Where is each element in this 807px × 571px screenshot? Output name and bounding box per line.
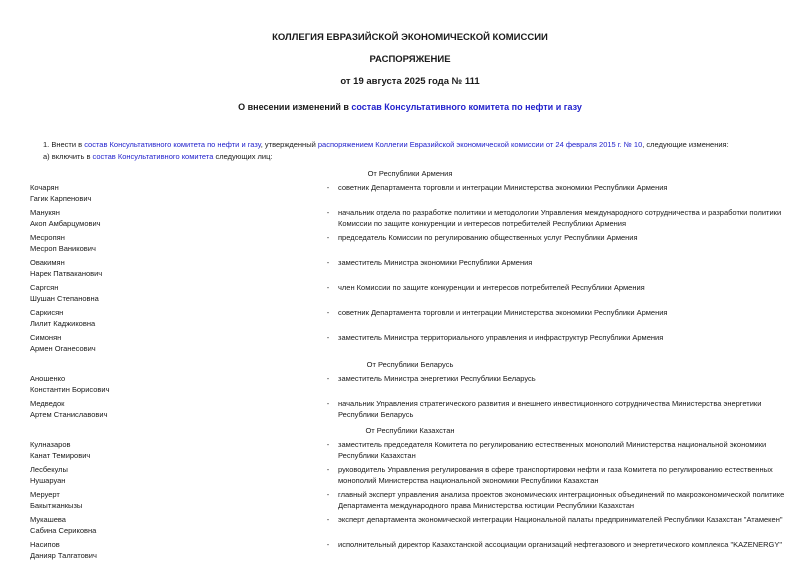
- member-surname: Мукашева: [30, 515, 66, 524]
- member-surname: Медведок: [30, 399, 65, 408]
- member-position: советник Департамента торговли и интеграции Министерства экономики Республики Армения: [338, 183, 668, 192]
- member-position: заместитель Министра территориального управления и инфраструктур Республики Армения: [338, 333, 664, 342]
- doc-date: от 19 августа 2025 года № 111: [340, 76, 480, 87]
- member-firstname: Данияр Талгатович: [30, 550, 97, 560]
- member-surname: Насипов: [30, 540, 60, 549]
- intro-block: [30, 139, 790, 163]
- member-firstname: Шушан Степановна: [30, 293, 99, 303]
- member-row: [30, 465, 790, 486]
- dash-separator: -: [326, 540, 330, 549]
- member-name: [30, 515, 318, 536]
- dash-separator: -: [326, 183, 330, 192]
- doc-title-link[interactable]: состав Консультативного комитета по нефти и газу: [351, 102, 582, 112]
- country-section: [30, 359, 790, 420]
- member-position: руководитель Управления регулирования в сфере транспортировки нефти и газа Комитета по регулированию естественных монополий Министерства национальной экономики Республики Казахстан: [338, 465, 773, 485]
- member-row: [30, 440, 790, 461]
- member-row: [30, 208, 790, 229]
- member-surname: Аношенко: [30, 374, 66, 383]
- member-row: [30, 374, 790, 395]
- member-firstname: Константин Борисович: [30, 384, 110, 394]
- member-name: [30, 233, 318, 254]
- member-name: [30, 183, 318, 204]
- member-row: [30, 308, 790, 329]
- member-surname: Манукян: [30, 208, 60, 217]
- member-surname: Лесбекулы: [30, 465, 68, 474]
- org-name: КОЛЛЕГИЯ ЕВРАЗИЙСКОЙ ЭКОНОМИЧЕСКОЙ КОМИССИИ: [272, 32, 548, 43]
- member-row: [30, 399, 790, 420]
- section-rows: [30, 374, 790, 420]
- member-firstname: Гагик Карпенович: [30, 193, 92, 203]
- member-surname: Саркисян: [30, 308, 64, 317]
- member-firstname: Армен Оганесович: [30, 343, 96, 353]
- member-name: [30, 283, 318, 304]
- dash-separator: -: [326, 283, 330, 292]
- member-row: [30, 490, 790, 511]
- member-position: заместитель Министра экономики Республики Армения: [338, 258, 533, 267]
- paragraph-2: [30, 151, 790, 163]
- member-surname: Меруерт: [30, 490, 60, 499]
- country-section: [30, 425, 790, 561]
- member-firstname: Акоп Амбарцумович: [30, 218, 101, 228]
- member-firstname: Бакытжанкызы: [30, 500, 83, 510]
- member-position: эксперт департамента экономической интеграции Национальной палаты предпринимателей Республики Казахстан "Атамекен": [338, 515, 783, 524]
- member-name: [30, 465, 318, 486]
- member-name: [30, 540, 318, 561]
- member-name: [30, 258, 318, 279]
- document-header: [30, 33, 790, 112]
- member-name: [30, 208, 318, 229]
- section-header: От Республики Армения: [367, 169, 453, 178]
- member-surname: Месропян: [30, 233, 65, 242]
- member-row: [30, 540, 790, 561]
- member-firstname: Сабина Сериковна: [30, 525, 97, 535]
- member-name: [30, 308, 318, 329]
- committee-link[interactable]: состав Консультативного комитета по нефти и газу: [84, 140, 261, 149]
- p2-text-1: а) включить в: [43, 152, 93, 161]
- dash-separator: -: [326, 258, 330, 267]
- member-position: заместитель Министра энергетики Республики Беларусь: [338, 374, 536, 383]
- member-position: заместитель председателя Комитета по регулированию естественных монополий Министерства национальной экономики Республики Казахстан: [338, 440, 767, 460]
- order-2015-link[interactable]: распоряжением Коллегии Евразийской экономической комиссии от 24 февраля 2015 г. № 10: [317, 140, 643, 149]
- member-firstname: Месроп Ваникович: [30, 243, 96, 253]
- member-surname: Овакимян: [30, 258, 65, 267]
- member-name: [30, 374, 318, 395]
- member-firstname: Лилит Каджиковна: [30, 318, 96, 328]
- member-row: [30, 283, 790, 304]
- member-position: главный эксперт управления анализа проектов экономических интеграционных объединений по макроэкономической политике Департамента международного права Министерства юстиции Республики Казахстан: [338, 490, 785, 510]
- dash-separator: -: [326, 515, 330, 524]
- member-position: начальник отдела по разработке политики и методологии Управления международного сотрудничества и разработки политики Комиссии по защите конкуренции и интересов потребителей Республики Армения: [338, 208, 782, 228]
- member-position: исполнительный директор Казахстанской ассоциации организаций нефтегазового и энергетического комплекса "KAZENERGY": [338, 540, 783, 549]
- dash-separator: -: [326, 208, 330, 217]
- p1-text-2: , утвержденный: [260, 140, 318, 149]
- member-firstname: Артем Станиславович: [30, 409, 108, 419]
- dash-separator: -: [326, 490, 330, 499]
- member-sections: [30, 168, 790, 561]
- dash-separator: -: [326, 465, 330, 474]
- section-header: От Республики Казахстан: [365, 426, 455, 435]
- section-header: От Республики Беларусь: [366, 360, 454, 369]
- member-surname: Саргсян: [30, 283, 59, 292]
- member-name: [30, 333, 318, 354]
- doc-type: РАСПОРЯЖЕНИЕ: [369, 54, 451, 65]
- dash-separator: -: [326, 374, 330, 383]
- p1-text-3: , следующие изменения:: [642, 140, 729, 149]
- member-row: [30, 333, 790, 354]
- dash-separator: -: [326, 233, 330, 242]
- doc-title: [30, 102, 790, 112]
- member-row: [30, 183, 790, 204]
- dash-separator: -: [326, 333, 330, 342]
- member-surname: Кулназаров: [30, 440, 71, 449]
- dash-separator: -: [326, 440, 330, 449]
- member-position: советник Департамента торговли и интеграции Министерства экономики Республики Армения: [338, 308, 668, 317]
- doc-title-text: О внесении изменений в: [238, 102, 352, 112]
- section-rows: [30, 440, 790, 561]
- country-section: [30, 168, 790, 354]
- dash-separator: -: [326, 399, 330, 408]
- p1-text-1: 1. Внести в: [43, 140, 85, 149]
- p2-text-2: следующих лиц:: [213, 152, 273, 161]
- member-row: [30, 233, 790, 254]
- member-surname: Симонян: [30, 333, 62, 342]
- member-name: [30, 490, 318, 511]
- committee-link-2[interactable]: состав Консультативного комитета: [92, 152, 214, 161]
- member-name: [30, 399, 318, 420]
- member-row: [30, 515, 790, 536]
- member-position: председатель Комиссии по регулированию общественных услуг Республики Армения: [338, 233, 638, 242]
- paragraph-1: [30, 139, 790, 151]
- member-firstname: Нарек Патваканович: [30, 268, 103, 278]
- member-row: [30, 258, 790, 279]
- member-name: [30, 440, 318, 461]
- member-firstname: Нушаруан: [30, 475, 66, 485]
- member-position: начальник Управления стратегического развития и внешнего инвестиционного сотрудничества Министерства энергетики Республики Беларусь: [338, 399, 762, 419]
- member-firstname: Канат Темирович: [30, 450, 91, 460]
- member-position: член Комиссии по защите конкуренции и интересов потребителей Республики Армения: [338, 283, 645, 292]
- dash-separator: -: [326, 308, 330, 317]
- section-rows: [30, 183, 790, 354]
- member-surname: Кочарян: [30, 183, 59, 192]
